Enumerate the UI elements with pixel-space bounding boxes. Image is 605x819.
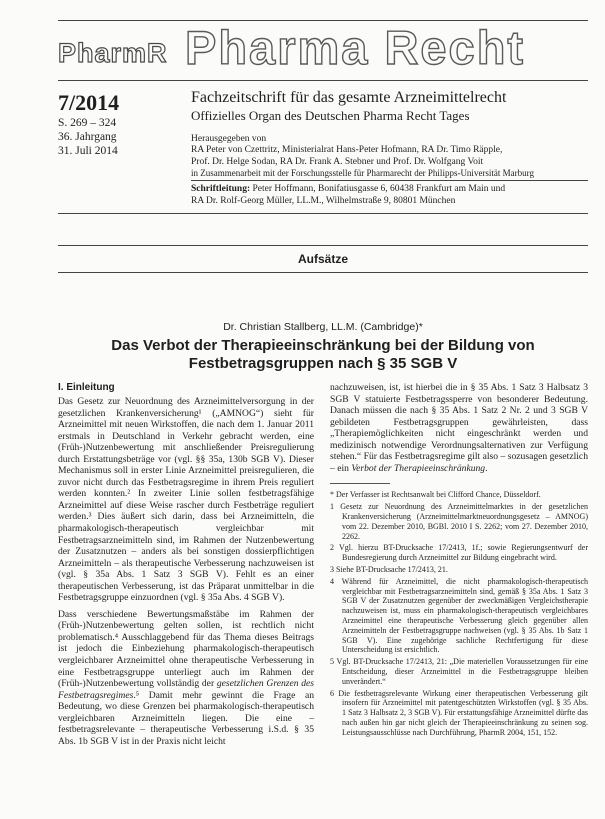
masthead-rule [191, 180, 588, 181]
footnote: 3 Siehe BT-Drucksache 17/2413, 21. [330, 564, 448, 574]
footnote: 5 Vgl. BT-Drucksache 17/2413, 21: „Die materiellen Voraussetzungen für eine Entscheidung, dieser Arzneimittel in die Festbetragsgruppe bleiben unverändert.“ [330, 657, 588, 686]
header-bottom-rule [58, 213, 588, 214]
paragraph: Das Gesetz zur Neuordnung des Arzneimittelversorgung in der gesetzlichen Krankenversicherung¹ („AMNOG“) sieht für Arzneimittel mit neuen Wirkstoffen, die nach dem 1. Januar 2011 erstmals in Deutschland in Verkehr gebracht werden, eine (Früh-)Nutzenbewertung mit anschließender Preisregulierung durch Erstattungsbeträge vor (vgl. §§ 35a, 130b SGB V). Dieser Mechanismus soll in erster Linie Arzneimittel preisregulieren, die zuvor nicht durch das Festbetragsregime in ihrem Preis reguliert werden konnten.² In zweiter Linie sollen festbetragsfähige Arzneimittel auf diese Weise rascher durch Festbeträge reguliert werden.³ Dies äußert sich darin, dass bei Arzneimitteln, die pharmakologisch-therapeutisch vergleichbar mit Festbetragsarzneimitteln sind, im Rahmen der Nutzenbewertung der Zusatznutzen – anders als bei sonstigen dossierpflichtigen Arzneimitteln – als therapeutische Verbesserung nachzuweisen ist (vgl. § 35a Abs. 1 Satz 3 SGB V). Fehlt es an einer therapeutischen Verbesserung, ist das Präparat unmittelbar in die Festbetragsgruppe einzuordnen (vgl. § 35a Abs. 4 SGB V). [58, 396, 314, 604]
article-title-line: Das Verbot der Therapieeinschränkung bei der Bildung von [111, 337, 535, 354]
journal-logo-large: Pharma Recht [185, 21, 526, 74]
article-title [58, 337, 588, 373]
paragraph: Dass verschiedene Bewertungsmaßstäbe im Rahmen der (Früh-)Nutzenbewertung gelten sollen, ist rechtlich nicht problematisch.⁴ Ausschlaggebend für das Thema dieses Beitrags ist jedoch die Einbeziehung pharmakologisch-therapeutisch vergleichbarer Arzneimittel ohne therapeutische Verbesserung in eine Festbetragsgruppe unterliegt auch im Rahmen der (Früh-)Nutzenbewertung vollständig der gesetzlichen Grenzen des Festbetragsregimes.⁵ Damit mehr gewinnt die Frage an Bedeutung, wo diese Grenzen bei pharmakologisch-therapeutisch vergleichbaren Arzneimitteln liegen. Die eine – festbetragsrelevante – therapeutische Verbesserung i.S.d. § 35 Abs. 1b SGB V ist in der Praxis nicht leicht [58, 608, 314, 747]
issue-volume: 36. Jahrgang [58, 131, 117, 143]
journal-subtitle: Fachzeitschrift für das gesamte Arzneimittelrecht [191, 89, 507, 106]
editors-line: in Zusammenarbeit mit der Forschungsstelle für Pharmarecht der Philipps-Universität Marburg [191, 168, 535, 179]
paragraph: nachzuweisen, ist, ist hierbei die in § 35 Abs. 1 Satz 3 Halbsatz 3 SGB V statuierte Festbetragssperre von besonderer Bedeutung. Danach müssen die nach § 35 Abs. 1 Satz 2 Nr. 2 und 3 SGB V gebildeten Festbetragsgruppen gewährleisten, dass „Therapiemöglichkeiten nicht eingeschränkt werden und medizinisch notwendige Verordnungsalternativen zur Verfügung stehen.“ Für das Festbetragsregime gilt also – sozusagen gesetzlich – ein Verbot der Therapieeinschränkung. [330, 382, 588, 474]
top-rule [58, 20, 588, 21]
issue-date: 31. Juli 2014 [58, 145, 118, 157]
official-organ: Offizielles Organ des Deutschen Pharma Recht Tages [191, 108, 470, 123]
article-author: Dr. Christian Stallberg, LL.M. (Cambridge)* [223, 321, 423, 333]
editors-line: Prof. Dr. Helge Sodan, RA Dr. Frank A. Stebner und Prof. Dr. Wolfgang Voit [191, 156, 484, 167]
footnote: 4 Während für Arzneimittel, die nicht pharmakologisch-therapeutisch vergleichbar mit Festbetragsarzneimitteln sind, gemäß § 35a Abs. 1 Satz 3 SGB V der Zusatznutzen gegenüber der zweckmäßigen Vergleichstherapie nachzuweisen ist, muss ein pharmakologisch-therapeutisch vergleichbares Arzneimittel eine therapeutische Verbesserung gleich gegenüber allen Arzneimitteln der Festbetragsgruppe nachweisen (vgl. § 35 Abs. 1b Satz 1 SGB V). Eine zugehörige sachliche Rechtfertigung für diese Unterscheidung ist ersichtlich. [330, 576, 588, 655]
schriftleitung [191, 184, 591, 207]
footnote: 6 Die festbetragsrelevante Wirkung einer therapeutischen Verbesserung gilt insofern für Arzneimittel mit patentgeschützten Wirkstoffen (vgl. § 35 Abs. 1 Satz 3 Halbsatz 2, 3 SGB V). Für erstattungsfähige Arzneimittel dürfte das nach außen hin gar nicht gleich der Therapieeinschränkung zu seinen sog. Leistungsausschlüsse nach Durchführung, PharmR 2004, 151, 152. [330, 688, 588, 737]
schriftleitung-line: RA Dr. Rolf-Georg Müller, LL.M., Wilhelmstraße 9, 80801 München [191, 195, 456, 206]
editors-line: RA Peter von Czettritz, Ministerialrat Hans-Peter Hofmann, RA Dr. Timo Räpple, [191, 145, 503, 155]
section-rule-top [58, 245, 588, 246]
logo-rule [58, 80, 588, 81]
schriftleitung-line: Peter Hoffmann, Bonifatiusgasse 6, 60438 Frankfurt am Main und [252, 184, 506, 194]
journal-logo-small: PharmR [58, 38, 168, 68]
masthead [191, 88, 591, 180]
footnote: * Der Verfasser ist Rechtsanwalt bei Clifford Chance, Düsseldorf. [330, 490, 541, 500]
article-column-right [330, 382, 588, 738]
issue-info [58, 90, 188, 158]
schriftleitung-label: Schriftleitung: [191, 184, 251, 194]
footnote: 2 Vgl. hierzu BT-Drucksache 17/2413, 1f.; sowie Regierungsentwurf der Bundesregierung durch Arzneimittel zur Bildung eingebracht wird. [330, 543, 588, 563]
emphasis: Verbot der Therapieeinschränkung [351, 462, 486, 474]
article-title-line: Festbetragsgruppen nach § 35 SGB V [188, 355, 458, 372]
article-column-left [58, 382, 314, 747]
section-intro-heading: I. Einleitung [58, 382, 115, 393]
issue-pages: S. 269 – 324 [58, 117, 117, 129]
footnote: 1 Gesetz zur Neuordnung des Arzneimittelmarktes in der gesetzlichen Krankenversicherung (Arzneimittelmarktneuordnungsgesetz – AMNOG) vom 22. Dezember 2010, BGBl. 2010 I S. 2262; vom 27. Dezember 2010, 2262. [330, 502, 588, 541]
section-rule-bottom [58, 272, 588, 273]
footnote-divider [330, 483, 390, 484]
section-heading: Aufsätze [297, 252, 348, 266]
editors-label: Herausgegeben von [191, 134, 267, 144]
emphasis: gesetzlichen Grenzen des Festbetragsregimes [58, 678, 314, 701]
issue-number: 7/2014 [58, 90, 120, 115]
